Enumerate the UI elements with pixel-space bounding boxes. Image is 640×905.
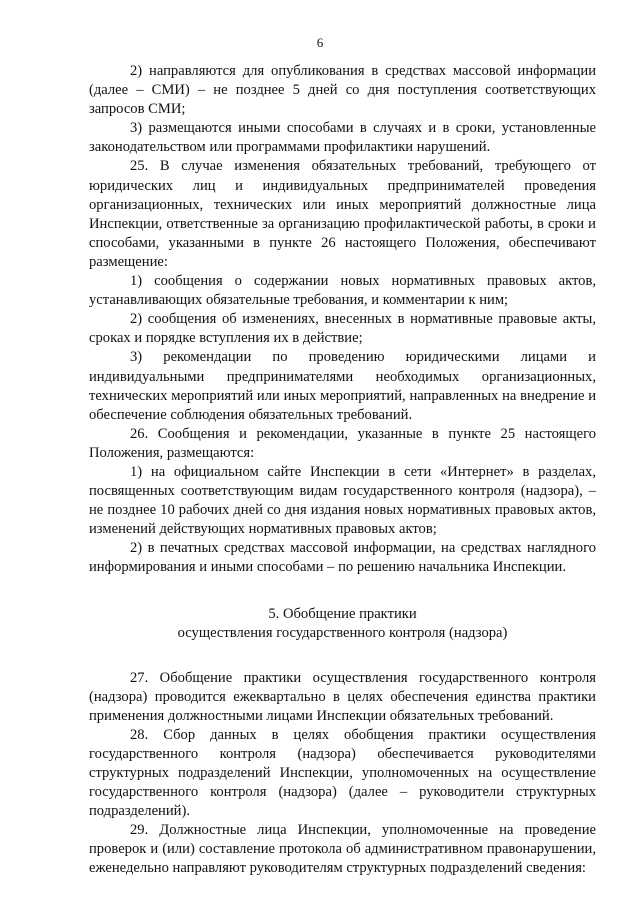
paragraph-28: 28. Сбор данных в целях обобщения практики осуществления государственного контроля (надзора) обеспечивается руководителями структурных подразделений Инспекции, уполномоченных на осуществление государственного контроля (надзора) (далее – руководители структурных подразделений). bbox=[89, 726, 596, 820]
section-title-line-2: осуществления государственного контроля (надзора) bbox=[177, 624, 508, 641]
paragraph-29: 29. Должностные лица Инспекции, уполномоченные на проведение проверок и (или) составление протокола об административном правонарушении, еженедельно направляют руководителям структурных подразделений сведения: bbox=[89, 822, 596, 877]
document-body bbox=[89, 62, 596, 879]
paragraph-26-item-2: 2) в печатных средствах массовой информации, на средствах наглядного информирования и иными способами – по решению начальника Инспекции. bbox=[89, 540, 596, 576]
paragraph-2-smi: 2) направляются для опубликования в средствах массовой информации (далее – СМИ) – не позднее 5 дней со дня поступления соответствующих запросов СМИ; bbox=[89, 63, 596, 118]
paragraph-25-item-2: 2) сообщения об изменениях, внесенных в нормативные правовые акты, сроках и порядке вступления их в действие; bbox=[89, 311, 596, 347]
page-number: 6 bbox=[316, 35, 324, 50]
paragraph-27: 27. Обобщение практики осуществления государственного контроля (надзора) проводится ежеквартально в целях обеспечения единства практики применения должностными лицами Инспекции обязательных требований. bbox=[89, 669, 596, 724]
section-heading bbox=[89, 605, 596, 643]
section-title-line-1: 5. Обобщение практики bbox=[268, 605, 417, 622]
paragraph-25-item-1: 1) сообщения о содержании новых нормативных правовых актов, устанавливающих обязательные требования, и комментарии к ним; bbox=[89, 273, 596, 309]
paragraph-26-item-1: 1) на официальном сайте Инспекции в сети «Интернет» в разделах, посвященных соответствующим видам государственного контроля (надзора), – не позднее 10 рабочих дней со дня издания новых нормативных правовых актов, изменений действующих нормативных правовых актов; bbox=[89, 463, 596, 538]
paragraph-26: 26. Сообщения и рекомендации, указанные в пункте 25 настоящего Положения, размещаются: bbox=[89, 425, 596, 461]
paragraph-25: 25. В случае изменения обязательных требований, требующего от юридических лиц и индивидуальных предпринимателей проведения организационных, технических или иных мероприятий должностные лица Инспекции, ответственные за организацию профилактической работы, в сроки и способами, указанными в пункте 26 настоящего Положения, обеспечивают размещение: bbox=[89, 158, 596, 270]
paragraph-3-other-ways: 3) размещаются иными способами в случаях и в сроки, установленные законодательством или программами профилактики нарушений. bbox=[89, 120, 596, 156]
paragraph-25-item-3: 3) рекомендации по проведению юридическими лицами и индивидуальными предпринимателями необходимых организационных, технических мероприятий или иных мероприятий, направленных на внедрение и обеспечение соблюдения обязательных требований. bbox=[89, 349, 596, 423]
